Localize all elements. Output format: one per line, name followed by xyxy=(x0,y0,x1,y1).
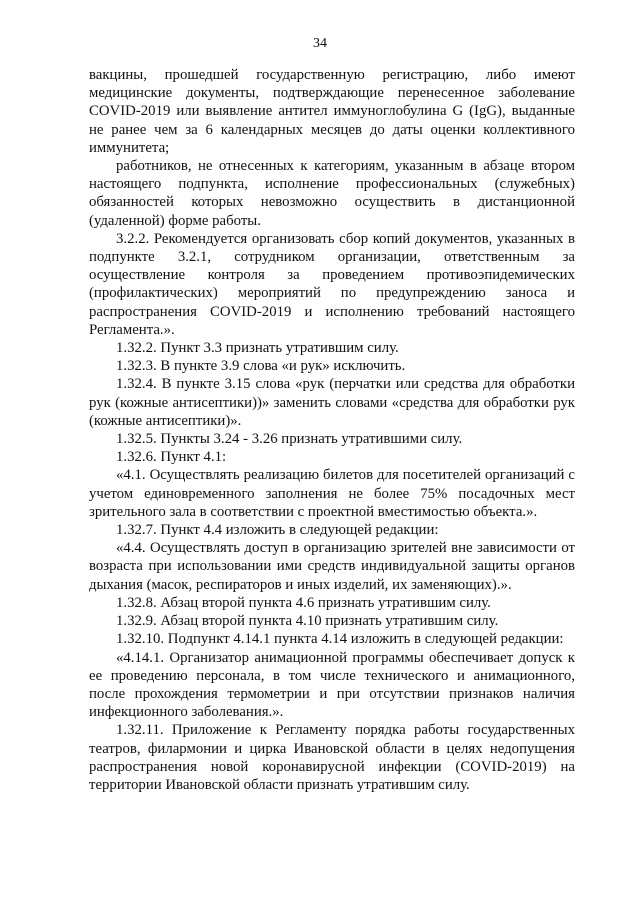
paragraph: вакцины, прошедшей государственную регистрацию, либо имеют медицинские документы, подтверждающие перенесенное заболевание COVID-2019 или выявление антител иммуноглобулина G (IgG), выданные не ранее чем за 6 календарных месяцев до даты оценки коллективного иммунитета; xyxy=(89,67,575,156)
paragraph: «4.14.1. Организатор анимационной программы обеспечивает допуск к ее проведению персонала, в том числе технического и анимационного, после прохождения термометрии и при отсутствии признаков наличия инфекционного заболевания.». xyxy=(89,649,575,721)
paragraph: 3.2.2. Рекомендуется организовать сбор копий документов, указанных в подпункте 3.2.1, сотрудником организации, ответственным за осуществление контроля за проведением противоэпидемических (профилактических) мероприятий по предупреждению заноса и распространения COVID-2019 и исполнению требований настоящего Регламента.». xyxy=(89,230,575,338)
paragraph: 1.32.5. Пункты 3.24 - 3.26 признать утратившими силу. xyxy=(116,431,463,448)
paragraph: 1.32.4. В пункте 3.15 слова «рук (перчатки или средства для обработки рук (кожные антисептики))» заменить словами «средства для обработки рук (кожные антисептики)». xyxy=(89,376,575,429)
paragraph: работников, не отнесенных к категориям, указанным в абзаце втором настоящего подпункта, исполнение профессиональных (служебных) обязанностей которых невозможно осуществить в дистанционной (удаленной) форме работы. xyxy=(89,158,575,229)
paragraph: 1.32.9. Абзац второй пункта 4.10 признать утратившим силу. xyxy=(116,613,499,630)
paragraph: «4.4. Осуществлять доступ в организацию зрителей вне зависимости от возраста при использовании ими средств индивидуальной защиты органов дыхания (масок, респираторов и иных изделий, их заменяющих).». xyxy=(89,540,575,593)
paragraph: 1.32.6. Пункт 4.1: xyxy=(116,449,227,466)
paragraph: «4.1. Осуществлять реализацию билетов для посетителей организаций с учетом единовременного заполнения не более 75% посадочных мест зрительного зала в соответствии с проектной вместимостью объекта.». xyxy=(89,467,575,520)
paragraph: 1.32.7. Пункт 4.4 изложить в следующей редакции: xyxy=(116,522,439,539)
document-body xyxy=(89,66,575,794)
page-number: 34 xyxy=(313,36,327,51)
paragraph: 1.32.3. В пункте 3.9 слова «и рук» исключить. xyxy=(116,358,406,375)
paragraph: 1.32.10. Подпункт 4.14.1 пункта 4.14 изложить в следующей редакции: xyxy=(116,631,564,648)
paragraph: 1.32.11. Приложение к Регламенту порядка работы государственных театров, филармонии и цирка Ивановской области в целях недопущения распространения новой коронавирусной инфекции (COVID-2019) на территории Ивановской области признать утратившим силу. xyxy=(89,722,575,793)
paragraph: 1.32.8. Абзац второй пункта 4.6 признать утратившим силу. xyxy=(116,594,491,611)
paragraph: 1.32.2. Пункт 3.3 признать утратившим силу. xyxy=(116,340,399,357)
